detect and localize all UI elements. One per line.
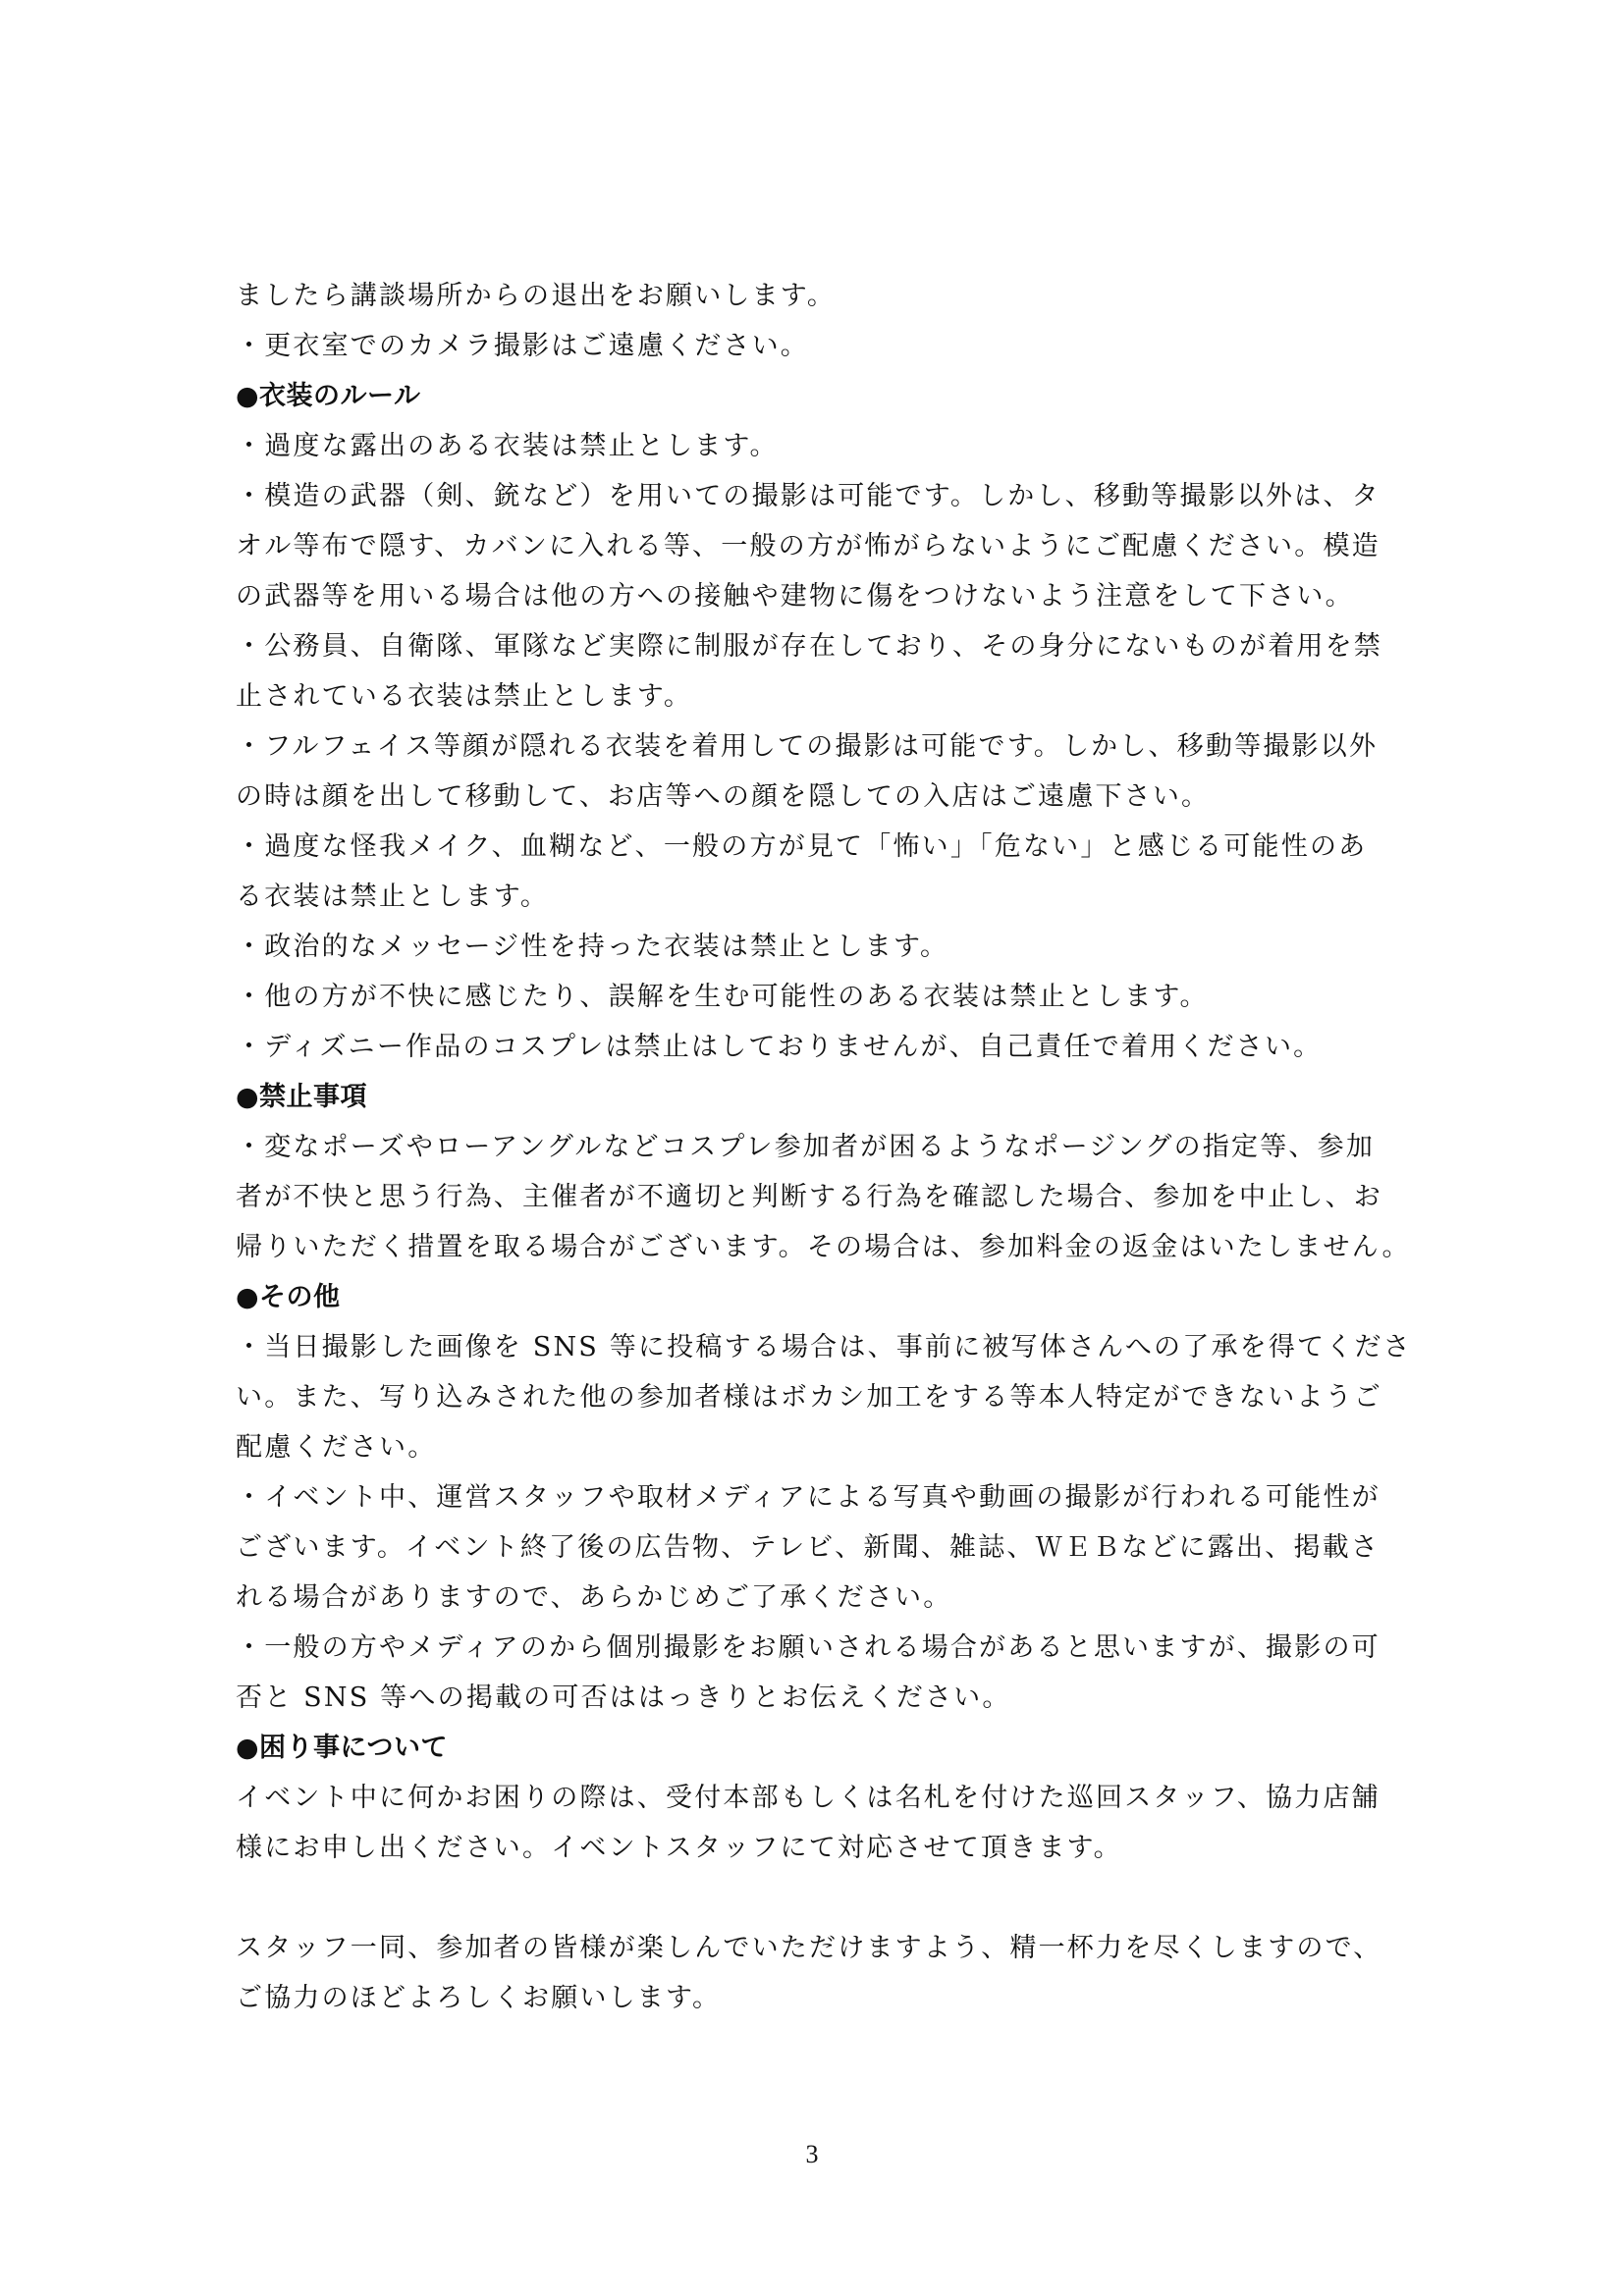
paragraph-line: ・ディズニー作品のコスプレは禁止はしておりませんが、自己責任で着用ください。 [236,1032,1323,1062]
paragraph-line: オル等布で隠す、カバンに入れる等、一般の方が怖がらないようにご配慮ください。模造 [236,531,1380,561]
paragraph-line: れる場合がありますので、あらかじめご了承ください。 [236,1582,952,1613]
document-body [236,271,1414,2023]
page-number: 3 [805,2140,819,2168]
paragraph-line: ・更衣室でのカメラ撮影はご遠慮ください。 [236,331,809,361]
paragraph-line: 否と SNS 等への掲載の可否ははっきりとお伝えください。 [236,1682,1011,1713]
paragraph-line: る衣装は禁止とします。 [236,881,550,912]
paragraph-line: の武器等を用いる場合は他の方への接触や建物に傷をつけないよう注意をして下さい。 [236,581,1354,612]
paragraph-line: ましたら講談場所からの退出をお願いします。 [236,281,837,311]
paragraph-line: ございます。イベント終了後の広告物、テレビ、新聞、雑誌、ＷＥＢなどに露出、掲載さ [236,1532,1380,1563]
paragraph-line: イベント中に何かお困りの際は、受付本部もしくは名札を付けた巡回スタッフ、協力店舗 [236,1783,1380,1813]
section-heading-troubles: ●困り事について [236,1733,449,1763]
section-heading-costume-rules: ●衣装のルール [236,381,421,411]
paragraph-line: ・公務員、自衛隊、軍隊など実際に制服が存在しており、その身分にないものが着用を禁 [236,631,1382,662]
section-heading-prohibited: ●禁止事項 [236,1082,368,1112]
paragraph-line: ・フルフェイス等顔が隠れる衣装を着用しての撮影は可能です。しかし、移動等撮影以外 [236,731,1379,762]
paragraph-line: い。また、写り込みされた他の参加者様はボカシ加工をする等本人特定ができないようご [236,1382,1382,1413]
section-heading-other: ●その他 [236,1282,341,1312]
paragraph-line: ・イベント中、運営スタッフや取材メディアによる写真や動画の撮影が行われる可能性が [236,1482,1380,1513]
paragraph-line: 止されている衣装は禁止とします。 [236,681,693,712]
paragraph-line: ・過度な怪我メイク、血糊など、一般の方が見て「怖い」「危ない」と感じる可能性のあ [236,831,1368,862]
paragraph-line: 帰りいただく措置を取る場合がございます。その場合は、参加料金の返金はいたしません。 [236,1232,1411,1262]
paragraph-line: 者が不快と思う行為、主催者が不適切と判断する行為を確認した場合、参加を中止し、お [236,1182,1382,1212]
paragraph-line: ・一般の方やメディアのから個別撮影をお願いされる場合があると思いますが、撮影の可 [236,1632,1380,1663]
paragraph-line: ・当日撮影した画像を SNS 等に投稿する場合は、事前に被写体さんへの了承を得てくださ [236,1332,1412,1362]
paragraph-line: ・政治的なメッセージ性を持った衣装は禁止とします。 [236,932,949,962]
paragraph-line: ・変なポーズやローアングルなどコスプレ参加者が困るようなポージングの指定等、参加 [236,1132,1376,1162]
paragraph-line: の時は顔を出して移動して、お店等への顔を隠しての入店はご遠慮下さい。 [236,781,1211,812]
paragraph-line: 様にお申し出ください。イベントスタッフにて対応させて頂きます。 [236,1833,1122,1863]
paragraph-line: ・過度な露出のある衣装は禁止とします。 [236,431,779,461]
paragraph-line: 配慮ください。 [236,1432,437,1463]
paragraph-line: ・模造の武器（剣、銃など）を用いての撮影は可能です。しかし、移動等撮影以外は、タ [236,481,1380,511]
closing-line: スタッフ一同、参加者の皆様が楽しんでいただけますよう、精一杯力を尽くしますので、 [236,1933,1382,1963]
closing-line: ご協力のほどよろしくお願いします。 [236,1983,722,2013]
paragraph-spacer [236,1873,1414,1923]
paragraph-line: ・他の方が不快に感じたり、誤解を生む可能性のある衣装は禁止とします。 [236,982,1209,1012]
